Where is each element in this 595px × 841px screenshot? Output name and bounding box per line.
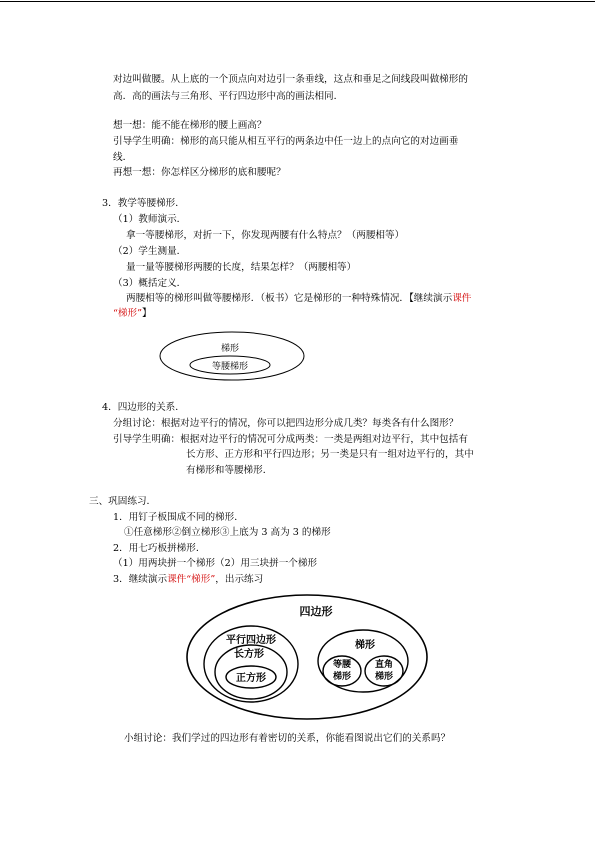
right-trapezoid-label-line2: 梯形 — [374, 672, 394, 682]
text-line: 再想一想：你怎样区分梯形的底和腰呢？ — [113, 167, 286, 178]
text-line: 对边叫做腰。从上底的一个顶点向对边引一条垂线，这点和垂足之间线段叫做梯形的 — [113, 74, 468, 85]
text-segment: 两腰相等的梯形叫做等腰梯形．（板书）它是梯形的一种特殊情况．【继续演示 — [126, 293, 453, 304]
text-line: 2．用七巧板拼梯形． — [113, 543, 206, 554]
quadrilateral-label: 四边形 — [299, 605, 333, 618]
quadrilateral-venn-diagram — [185, 593, 431, 721]
text-line: 引导学生明确：根据对边平行的情况可分成两类：一类是两组对边平行，其中包括有 — [113, 434, 468, 445]
courseware-title[interactable]: “梯形” — [113, 308, 142, 319]
right-trapezoid-label-line1: 直角 — [374, 660, 394, 670]
text-line — [113, 573, 263, 586]
isosceles-label-line2: 梯形 — [332, 672, 352, 682]
isosceles-trapezoid-label: 等腰梯形 — [211, 362, 249, 372]
text-line: 有梯形和等腰梯形． — [186, 465, 273, 476]
text-line — [113, 307, 152, 320]
header-rule — [0, 1, 595, 2]
text-line: （3）概括定义． — [113, 278, 187, 289]
text-segment: ，出示练习 — [215, 574, 264, 585]
text-line: 分组讨论：根据对边平行的情况，你可以把四边形分成几类？每类各有什么图形？ — [113, 418, 459, 429]
text-line: ①任意梯形②倒立梯形③上底为 3 高为 3 的梯形 — [124, 527, 331, 538]
text-line: 高．高的画法与三角形、平行四边形中高的画法相同． — [113, 91, 344, 102]
trapezoid-venn-diagram — [158, 330, 308, 382]
courseware-link[interactable]: 课件“梯形” — [167, 574, 216, 585]
text-line: 1．用钉子板围成不同的梯形． — [113, 512, 244, 523]
text-line — [126, 292, 471, 305]
isosceles-label-line1: 等腰 — [332, 660, 352, 670]
text-line: 线． — [113, 152, 133, 163]
section-heading: 4．四边形的关系． — [102, 402, 185, 413]
section-heading: 3．教学等腰梯形． — [102, 198, 185, 209]
square-label: 正方形 — [236, 673, 266, 684]
text-line: 想一想：能不能在梯形的腰上画高？ — [113, 120, 267, 131]
text-line: 量一量等腰梯形两腰的长度，结果怎样？（两腰相等） — [126, 262, 357, 273]
text-segment: 3．继续演示 — [113, 574, 168, 585]
text-line: （1）教师演示． — [113, 214, 187, 225]
text-line: 引导学生明确：梯形的高只能从相互平行的两条边中任一边上的点向它的对边画垂 — [113, 136, 459, 147]
rectangle-label: 长方形 — [234, 649, 264, 660]
text-line: 长方形、正方形和平行四边形；另一类是只有一组对边平行的，其中 — [186, 449, 474, 460]
parallelogram-label: 平行四边形 — [226, 635, 276, 646]
trapezoid-group-label: 梯形 — [355, 640, 375, 651]
text-line: 拿一等腰梯形，对折一下，你发现两腰有什么特点？（两腰相等） — [126, 230, 405, 241]
text-line: （1）用两块拼一个梯形（2）用三块拼一个梯形 — [113, 558, 318, 569]
text-line: （2）学生测量． — [113, 246, 187, 257]
courseware-link[interactable]: 课件 — [452, 293, 472, 304]
text-segment: 】 — [142, 308, 152, 319]
section-heading: 三、巩固练习． — [89, 496, 157, 507]
trapezoid-label: 梯形 — [220, 344, 240, 354]
text-line: 小组讨论：我们学过的四边形有着密切的关系，你能看图说出它们的关系吗？ — [124, 733, 451, 744]
